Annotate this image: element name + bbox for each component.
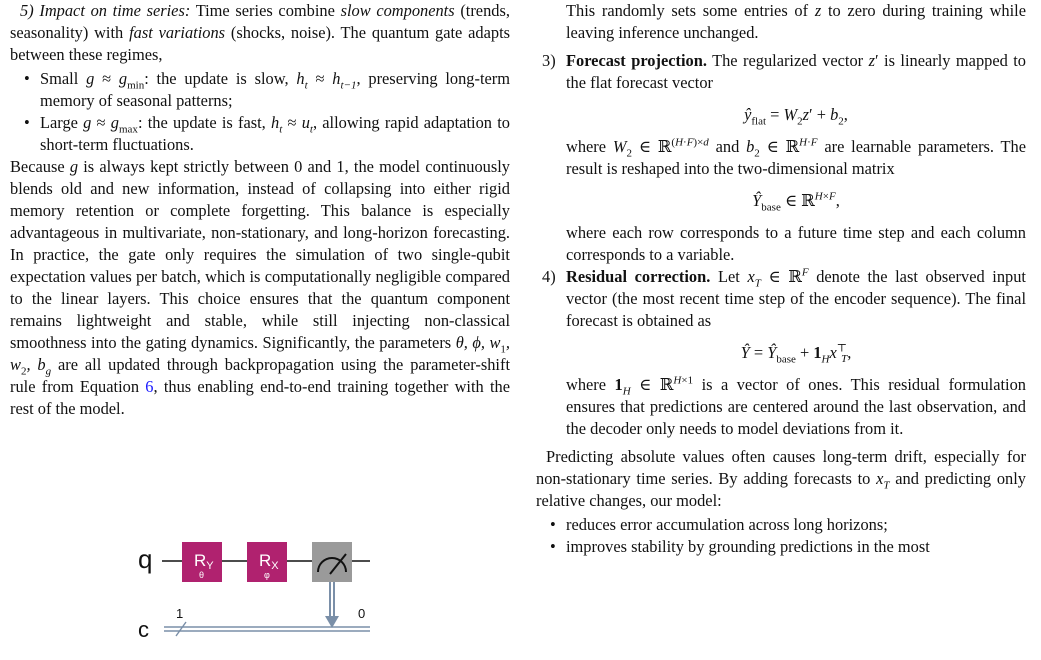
classical-bit-label: 0 [358,606,366,621]
slow-components-term: slow components [340,1,455,20]
classical-width-label: 1 [176,606,184,621]
ry-gate-param: θ [199,570,205,580]
qubit-label: q [138,544,153,574]
intro-text: Time series combine [195,1,335,20]
step-title: Residual correction. [566,267,711,286]
list-item: • Small $g \approx g_{min}$: the update is slow, $h_t \approx h_{t-1}$, preserving long-term memory of seasonal patterns; [40,68,510,112]
rx-gate-label: RX [259,551,279,572]
residual-benefit-paragraph: Predicting absolute values often causes long-term drift, especially for non-stationary time series. By adding forecasts to $x_T$ and predicting only relative changes, our model: [536,447,1026,510]
list-item: • reduces error accumulation across long horizons; [566,514,1026,536]
classical-slash [176,622,186,636]
measure-gate [312,542,352,582]
list-item: • improves stability by grounding predictions in the most [566,536,1026,558]
regime-list [10,68,510,156]
benefit-list [536,514,1026,558]
right-column [536,0,1026,558]
section-heading: 5) Impact on time series: [20,1,191,20]
gate-discussion-paragraph: Because g is always kept strictly between 0 and 1, the model continuously blends old and new information, instead of collapsing into either rigid memory retention or complete forgetting. This balance is especially advantageous in multivariate, non-stationary, and long-horizon forecasting. In practice, the gate only requires the simulation of two single-qubit expectation values per batch, which is computationally negligible compared to the linear layers. This choice ensures that the quantum component remains lightweight and stable, while still injecting non-classical smoothness into the gating dynamics. Significantly, the parameters θ, ϕ, $w_1$, $w_2$, $b_g$ are all updated through backpropagation using the parameter-shift rule from Equation 6, thus enabling end-to-end training together with the rest of the model. [10,157,510,418]
dropout-paragraph: This randomly sets some entries of z to zero during training while leaving inference unchanged. [566,1,1026,42]
classical-label: c [138,617,149,642]
decoder-steps-list [536,50,1026,440]
step-title: Forecast projection. [566,51,707,70]
equation-flat-forecast: $ŷ_{flat} = W_2z' + b_2$, [744,105,848,128]
quantum-circuit-diagram [130,536,380,646]
equation-link[interactable]: 6 [145,377,154,396]
ry-gate-label: RY [194,551,214,572]
list-item: 3) Forecast projection. The regularized vector z′ is linearly mapped to the flat forecast vector $ŷ_{flat} = W_2z' + b_2$, where $W_2$ ∈ ℝ$^{(H\cdot F)\times d}$ and $b_2$ ∈ ℝ$^{H\cdot F}$ are learnable parameters. The result is reshaped into the two-dimensional matrix $Ŷ_{base}$ ∈ ℝ$^{H\times F}$, where each row corresponds to a future time step and each column corresponds to a variable. [542,51,1026,264]
list-item: • Large $g \approx g_{max}$: the update is fast, $h_t \approx u_t$, allowing rapid adaptation to short-term fluctuations. [40,112,510,156]
equation-base-matrix: $Ŷ_{base}$ ∈ ℝ$^{H\times F}$, [752,190,840,214]
list-item: 4) Residual correction. Let $x_T$ ∈ ℝ$^F$ denote the last observed input vector (the most recent time step of the encoder sequence). The final forecast is obtained as Ŷ = $Ŷ_{base} + 1_Hx^⊤_T$, where $1_H$ ∈ ℝ$^{H\times 1}$ is a vector of ones. This residual formulation ensures that predictions are centered around the last observation, and the decoder only needs to model deviations from it. [542,266,1026,438]
rx-gate-param: φ [264,570,270,580]
fast-variations-term: fast variations [129,23,226,42]
equation-residual: Ŷ = $Ŷ_{base} + 1_Hx^⊤_T$, [740,342,852,366]
intro-text-b: (trends, seasonality) with [10,1,510,42]
impact-paragraph [10,0,510,66]
intro-text-c: (shocks, noise). The quantum gate adapts between these regimes, [10,23,511,64]
left-column [10,0,510,420]
